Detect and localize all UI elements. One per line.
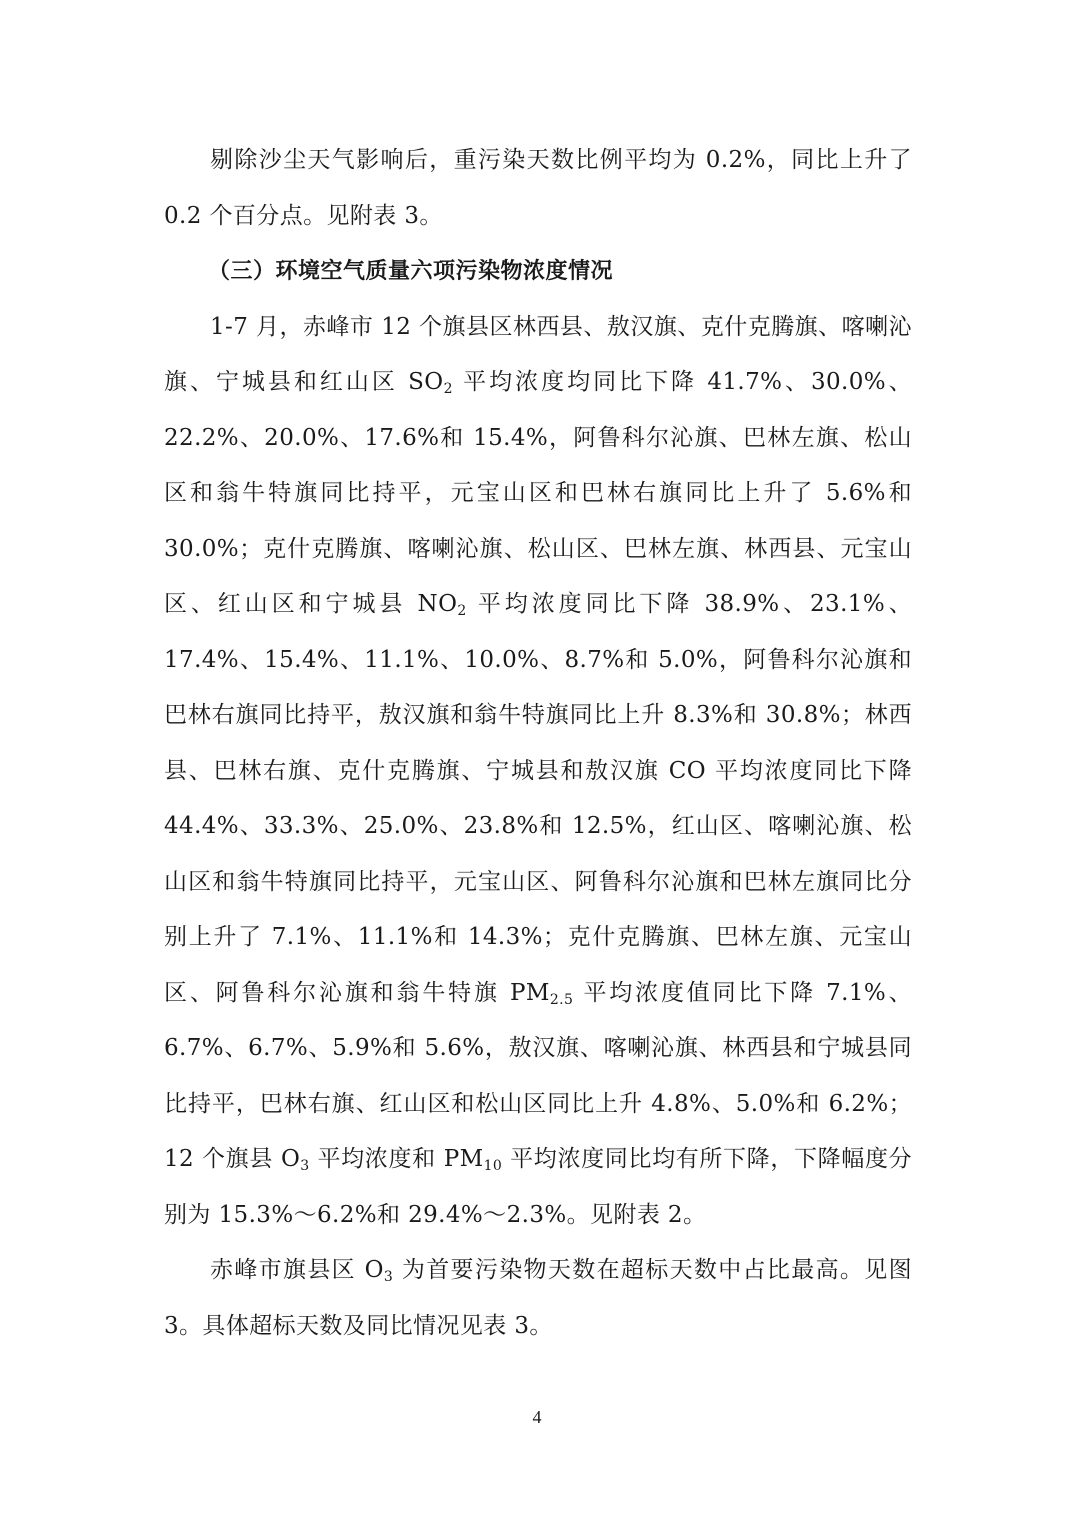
- text-segment: 平均浓度同比下降 38.9%、23.1%、17.4%、15.4%、11.1%、10.0%、8.7%和 5.0%，阿鲁科尔沁旗和巴林右旗同比持平，敖汉旗和翁牛特旗同比上升 8.3%和 30.8%；林西县、巴林右旗、克什克腾旗、宁城县和敖汉旗 CO 平均浓度同比下降 44.4%、33.3%、25.0%、23.8%和 12.5%，红山区、喀喇沁旗、松山区和翁牛特旗同比持平，元宝山区、阿鲁科尔沁旗和巴林左旗同比分别上升了 7.1%、11.1%和 14.3%；克什克腾旗、巴林左旗、元宝山区、阿鲁科尔沁旗和翁牛特旗 PM: [164, 591, 912, 1006]
- subscript: 3: [383, 1269, 394, 1285]
- text-segment: 为首要污染物天数在超标天数中占比最高。见图 3。具体超标天数及同比情况见表 3。: [164, 1257, 912, 1339]
- subscript: 2: [443, 381, 453, 397]
- subscript: 10: [483, 1158, 503, 1174]
- subscript: 3: [300, 1158, 310, 1174]
- document-body: [164, 133, 912, 1354]
- text-segment: 平均浓度同比均有所下降，下降幅度分别为 15.3%～6.2%和 29.4%～2.3%。见附表 2。: [164, 1146, 913, 1228]
- section-heading-pollutants: （三）环境空气质量六项污染物浓度情况: [208, 259, 614, 284]
- paragraph-heavy-pollution: 剔除沙尘天气影响后，重污染天数比例平均为 0.2%，同比上升了 0.2 个百分点。见附表 3。: [164, 147, 912, 229]
- page-number: 4: [532, 1407, 542, 1427]
- text-segment: 赤峰市旗县区 O: [210, 1257, 384, 1283]
- paragraph-pollutant-concentrations: [164, 300, 912, 1244]
- paragraph-primary-pollutant: [164, 1243, 912, 1354]
- subscript: 2: [457, 603, 467, 619]
- text-segment: 1-7 月，赤峰市 12 个旗县区林西县、敖汉旗、克什克腾旗、喀喇沁旗、宁城县和红山区 SO: [164, 313, 912, 395]
- text-segment: 平均浓度值同比下降 7.1%、6.7%、6.7%、5.9%和 5.6%，敖汉旗、喀喇沁旗、林西县和宁城县同比持平，巴林右旗、红山区和松山区同比上升 4.8%、5.0%和 6.2%；12 个旗县 O: [164, 979, 912, 1172]
- text-segment: 平均浓度和 PM: [309, 1146, 484, 1172]
- subscript: 2.5: [549, 991, 574, 1008]
- text-segment: 平均浓度均同比下降 41.7%、30.0%、22.2%、20.0%、17.6%和 15.4%，阿鲁科尔沁旗、巴林左旗、松山区和翁牛特旗同比持平，元宝山区和巴林右旗同比上升了 5.6%和 30.0%；克什克腾旗、喀喇沁旗、松山区、巴林左旗、林西县、元宝山区、红山区和宁城县 NO: [164, 369, 912, 617]
